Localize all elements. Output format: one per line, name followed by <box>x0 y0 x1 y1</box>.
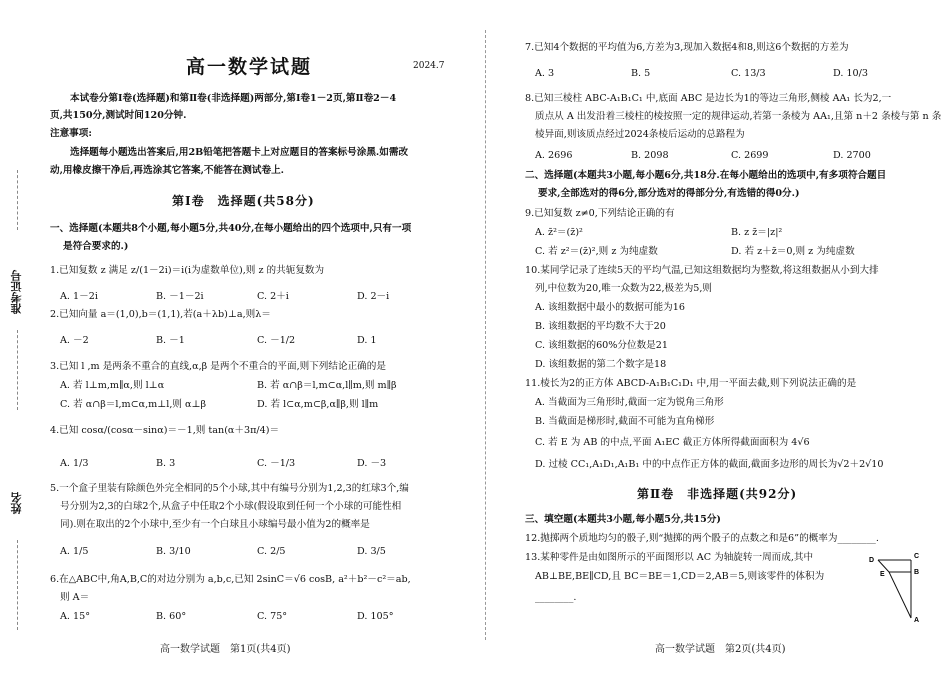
q4-option-a: A. 1/3 <box>60 458 89 469</box>
q4-option-d: D. －3 <box>357 458 387 469</box>
q2-option-c: C. －1/2 <box>257 335 296 346</box>
q1-option-c: C. 2＋i <box>257 291 289 302</box>
question-5-line-1: 5.一个盒子里装有除颜色外完全相同的5个小球,其中有编号分别为1,2,3的红球3个,编 <box>50 483 409 494</box>
q11-option-c: C. 若 E 为 AB 的中点,平面 A₁EC 截正方体所得截面面积为 4√6 <box>535 437 810 448</box>
name-label: 姓名 <box>10 492 23 514</box>
q8-option-b: B. 2098 <box>631 150 669 161</box>
question-2-stem: 2.已知向量 a＝(1,0),b＝(1,1),若(a＋λb)⊥a,则λ＝ <box>50 309 271 320</box>
q4-option-b: B. 3 <box>156 458 176 469</box>
question-6-line-1: 6.在△ABC中,角A,B,C的对边分别为 a,b,c,已知 2sinC＝√6 cosB, a²＋b²－c²＝ab, <box>50 574 411 585</box>
intro-line-1: 本试卷分第Ⅰ卷(选择题)和第Ⅱ卷(非选择题)两部分,第Ⅰ卷1－2页,第Ⅱ卷2－4 <box>70 93 397 104</box>
question-5-line-2: 号分别为2,3的白球2个,从盒子中任取2个小球(假设取到任何一个小球的可能性相 <box>60 501 402 512</box>
right-page <box>485 0 950 674</box>
q7-option-b: B. 5 <box>631 68 651 79</box>
question-13-line-1: 13.某种零件是由如图所示的平面图形以 AC 为轴旋转一周而成,其中 <box>525 552 814 563</box>
q5-option-d: D. 3/5 <box>357 546 386 557</box>
q7-option-a: A. 3 <box>535 68 555 79</box>
q10-option-c: C. 该组数据的60%分位数是21 <box>535 340 668 351</box>
figure-label-d: D <box>869 557 875 564</box>
q5-option-a: A. 1/5 <box>60 546 89 557</box>
question-8-line-3: 棱异面,则该质点经过2024条棱后运动的总路程为 <box>535 129 745 140</box>
q10-option-b: B. 该组数据的平均数不大于20 <box>535 321 666 332</box>
q3-option-c: C. 若 α∩β＝l,m⊂α,m⊥l,则 α⊥β <box>60 399 207 410</box>
question-13-line-2: AB⊥BE,BE∥CD,且 BC＝BE＝1,CD＝2,AB＝5,则该零件的体积为 <box>535 571 825 582</box>
q7-option-c: C. 13/3 <box>731 68 766 79</box>
exam-id-label: 准考证号 <box>10 270 23 314</box>
q6-option-a: A. 15° <box>60 611 91 622</box>
part-3-heading: 三、填空题(本题共3小题,每小题5分,共15分) <box>525 514 721 525</box>
question-11-stem: 11.棱长为2的正方体 ABCD-A₁B₁C₁D₁ 中,用一平面去截,则下列说法正确的是 <box>525 378 857 389</box>
intro-line-2: 页,共150分,测试时间120分钟. <box>50 110 187 121</box>
figure-label-c: C <box>914 553 920 560</box>
question-13-line-3: ________. <box>535 592 577 603</box>
question-8-line-1: 8.已知三棱柱 ABC-A₁B₁C₁ 中,底面 ABC 是边长为1的等边三角形,侧棱 AA₁ 长为2,一 <box>525 93 892 104</box>
question-1-stem: 1.已知复数 z 满足 z/(1－2i)＝i(i为虚数单位),则 z 的共轭复数为 <box>50 265 325 276</box>
q13-figure <box>868 548 928 628</box>
q6-option-c: C. 75° <box>257 611 288 622</box>
question-10-line-1: 10.某同学记录了连续5天的平均气温,已知这组数据均为整数,将这组数据从小到大排 <box>525 265 879 276</box>
q9-option-c: C. 若 z²＝(z̄)²,则 z 为纯虚数 <box>535 246 658 257</box>
q4-option-c: C. －1/3 <box>257 458 296 469</box>
question-5-line-3: 同).则在取出的2个小球中,至少有一个白球且小球编号最小值为2的概率是 <box>60 519 370 530</box>
figure-label-a: A <box>914 617 920 624</box>
question-10-line-2: 列,中位数为20,唯一众数为22,极差为5,则 <box>535 283 713 294</box>
left-page-footer: 高一数学试题 第1页(共4页) <box>160 644 291 655</box>
q8-option-d: D. 2700 <box>833 150 871 161</box>
q9-option-a: A. z̄²＝(z̄)² <box>535 227 583 238</box>
q3-option-b: B. 若 α∩β＝l,m⊂α,l∥m,则 m∥β <box>257 380 397 391</box>
q2-option-b: B. －1 <box>156 335 185 346</box>
q9-option-b: B. z z̄＝|z|² <box>731 227 783 238</box>
q3-option-d: D. 若 l⊂α,m⊂β,α∥β,则 l∥m <box>257 399 379 410</box>
section-2-heading: 第Ⅱ卷 非选择题(共92分) <box>637 487 798 501</box>
q9-option-d: D. 若 z＋z̄＝0,则 z 为纯虚数 <box>731 246 855 257</box>
part-2-line-1: 二、选择题(本题共3小题,每小题6分,共18分.在每小题给出的选项中,有多项符合题目 <box>525 170 887 181</box>
q6-option-d: D. 105° <box>357 611 394 622</box>
question-12-stem: 12.抛掷两个质地均匀的骰子,则“抛掷的两个骰子的点数之和是6”的概率为________. <box>525 533 879 544</box>
q11-option-a: A. 当截面为三角形时,截面一定为锐角三角形 <box>535 397 724 408</box>
q2-option-a: A. －2 <box>60 335 89 346</box>
question-8-line-2: 质点从 A 出发沿着三棱柱的棱按照一定的规律运动,若第一条棱为 AA₁,且第 n＋2 条棱与第 n 条 <box>535 111 942 122</box>
q1-option-b: B. －1－2i <box>156 291 204 302</box>
section-1-heading: 第Ⅰ卷 选择题(共58分) <box>172 194 315 208</box>
q10-option-d: D. 该组数据的第二个数字是18 <box>535 359 667 370</box>
question-9-stem: 9.已知复数 z≠0,下列结论正确的有 <box>525 208 675 219</box>
q11-option-d: D. 过棱 CC₁,A₁D₁,A₁B₁ 中的中点作正方体的截面,截面多边形的周长为√2＋2√10 <box>535 459 884 470</box>
q7-option-d: D. 10/3 <box>833 68 868 79</box>
part-2-line-2: 要求,全部选对的得6分,部分选对的得部分分,有选错的得0分.) <box>538 188 800 199</box>
notice-heading: 注意事项: <box>50 128 92 139</box>
q10-option-a: A. 该组数据中最小的数据可能为16 <box>535 302 685 313</box>
figure-label-b: B <box>914 569 920 576</box>
q3-option-a: A. 若 l⊥m,m∥α,则 l⊥α <box>60 380 165 391</box>
question-4-stem: 4.已知 cosα/(cosα－sinα)＝－1,则 tan(α＋3π/4)＝ <box>50 425 280 436</box>
right-page-footer: 高一数学试题 第2页(共4页) <box>655 644 786 655</box>
q8-option-c: C. 2699 <box>731 150 769 161</box>
figure-label-e: E <box>880 571 885 578</box>
part-1-line-2: 是符合要求的.) <box>63 241 129 252</box>
q6-option-b: B. 60° <box>156 611 187 622</box>
notice-line-2: 动,用橡皮擦干净后,再选涂其它答案,不能答在测试卷上. <box>50 165 285 176</box>
q1-option-d: D. 2－i <box>357 291 390 302</box>
exam-date: 2024.7 <box>413 61 445 71</box>
question-7-stem: 7.已知4个数据的平均值为6,方差为3,现加入数据4和8,则这6个数据的方差为 <box>525 42 849 53</box>
question-3-stem: 3.已知 l ,m 是两条不重合的直线,α,β 是两个不重合的平面,则下列结论正确的是 <box>50 361 386 372</box>
question-6-line-2: 则 A＝ <box>60 592 90 603</box>
notice-line-1: 选择题每小题选出答案后,用2B铅笔把答题卡上对应题目的答案标号涂黑.如需改 <box>70 147 409 158</box>
q2-option-d: D. 1 <box>357 335 377 346</box>
q5-option-b: B. 3/10 <box>156 546 191 557</box>
q5-option-c: C. 2/5 <box>257 546 286 557</box>
q1-option-a: A. 1－2i <box>60 291 98 302</box>
part-1-line-1: 一、选择题(本题共8个小题,每小题5分,共40分,在每小题给出的四个选项中,只有一项 <box>50 223 412 234</box>
q8-option-a: A. 2696 <box>535 150 573 161</box>
q11-option-b: B. 当截面是梯形时,截面不可能为直角梯形 <box>535 416 715 427</box>
exam-title: 高一数学试题 <box>186 56 313 78</box>
